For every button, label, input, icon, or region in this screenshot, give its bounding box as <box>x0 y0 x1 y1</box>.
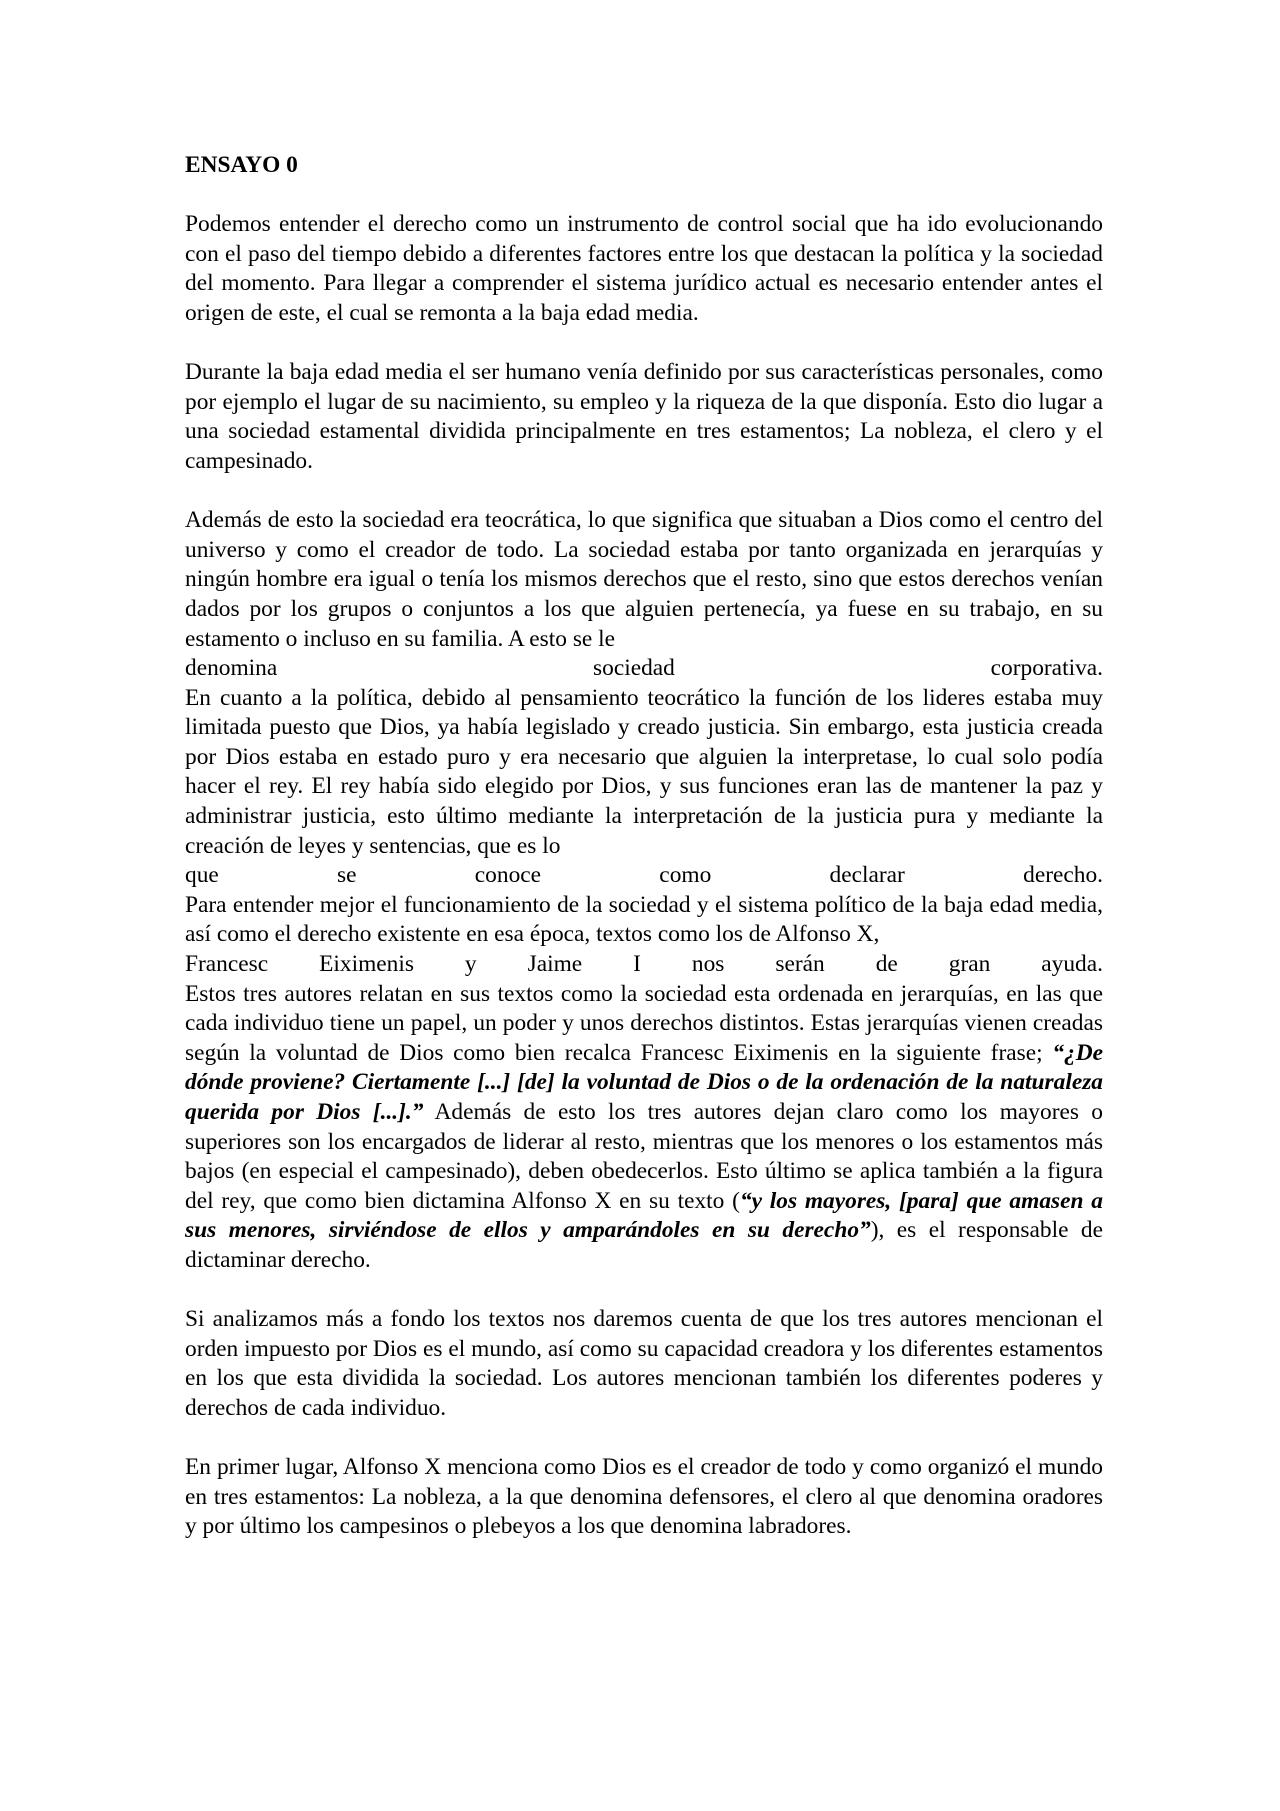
paragraph-6-text-3: ), es el responsable de dictaminar derecho. <box>185 1217 1103 1273</box>
document-body <box>185 151 1103 1572</box>
paragraph-3-last-line: denomina sociedad corporativa. <box>185 655 1103 682</box>
paragraph-4-text: En cuanto a la política, debido al pensamiento teocrático la función de los lideres estaba muy limitada puesto que Dios, ya había legislado y creado justicia. Sin embargo, esta justicia creada por Dios estaba en estado puro y era necesario que alguien la interpretase, lo cual solo podía hacer el rey. El rey había sido elegido por Dios, y sus funciones eran las de mantener la paz y administrar justicia, esto último mediante la interpretación de la justicia pura y mediante la creación de leyes y sentencias, que es lo <box>185 684 1103 859</box>
paragraph-6-text-2: Además de esto los tres autores dejan claro como los mayores o superiores son los encargados de liderar al resto, mientras que los menores o los estamentos más bajos (en especial el campesinado), deben obedecerlos. Esto último se aplica también a la figura del rey, que como bien dictamina Alfonso X en su texto ( <box>185 1099 1104 1214</box>
paragraph-1: Podemos entender el derecho como un instrumento de control social que ha ido evolucionando con el paso del tiempo debido a diferentes factores entre los que destacan la política y la sociedad del momento. Para llegar a comprender el sistema jurídico actual es necesario entender antes el origen de este, el cual se remonta a la baja edad media. <box>185 211 1103 326</box>
paragraph-5-last-line: Francesc Eiximenis y Jaime I nos serán de gran ayuda. <box>185 951 1103 978</box>
paragraph-4 <box>185 684 1103 891</box>
paragraph-4-last-line: que se conoce como declarar derecho. <box>185 862 1103 889</box>
paragraph-5-text: Para entender mejor el funcionamiento de la sociedad y el sistema político de la baja edad media, así como el derecho existente en esa época, textos como los de Alfonso X, <box>185 891 1103 948</box>
document-title: ENSAYO 0 <box>185 152 298 178</box>
paragraph-3-text: Además de esto la sociedad era teocrática, lo que significa que situaban a Dios como el centro del universo y como el creador de todo. La sociedad estaba por tanto organizada en jerarquías y ningún hombre era igual o tenía los mismos derechos que el resto, sino que estos derechos venían dados por los grupos o conjuntos a los que alguien pertenecía, ya fuese en su trabajo, en su estamento o incluso en su familia. A esto se le <box>185 507 1103 652</box>
paragraph-2: Durante la baja edad media el ser humano venía definido por sus características personales, como por ejemplo el lugar de su nacimiento, su empleo y la riqueza de la que disponía. Esto dio lugar a una sociedad estamental dividida principalmente en tres estamentos; La nobleza, el clero y el campesinado. <box>185 359 1103 474</box>
paragraph-3 <box>185 506 1103 684</box>
eiximenis-quote: “¿De dónde proviene? Ciertamente [...] [de] la voluntad de Dios o de la ordenación de la naturaleza querida por Dios [...].” <box>185 1039 1103 1125</box>
paragraph-8: En primer lugar, Alfonso X menciona como Dios es el creador de todo y como organizó el mundo en tres estamentos: La nobleza, a la que denomina defensores, el clero al que denomina oradores y por último los campesinos o plebeyos a los que denomina labradores. <box>185 1454 1103 1540</box>
paragraph-6 <box>185 980 1103 1276</box>
paragraph-6-text-1: Estos tres autores relatan en sus textos como la sociedad esta ordenada en jerarquías, en las que cada individuo tiene un papel, un poder y unos derechos distintos. Estas jerarquías vienen creadas según la voluntad de Dios como bien recalca Francesc Eiximenis en la siguiente frase; <box>185 980 1103 1066</box>
alfonso-quote: “y los mayores, [para] que amasen a sus menores, sirviéndose de ellos y amparándoles en su derecho” <box>185 1187 1103 1244</box>
paragraph-5 <box>185 891 1103 980</box>
paragraph-7: Si analizamos más a fondo los textos nos daremos cuenta de que los tres autores mencionan el orden impuesto por Dios es el mundo, así como su capacidad creadora y los diferentes estamentos en los que esta dividida la sociedad. Los autores mencionan también los diferentes poderes y derechos de cada individuo. <box>185 1306 1103 1421</box>
paragraph-3-4-5-6 <box>185 506 1103 1275</box>
